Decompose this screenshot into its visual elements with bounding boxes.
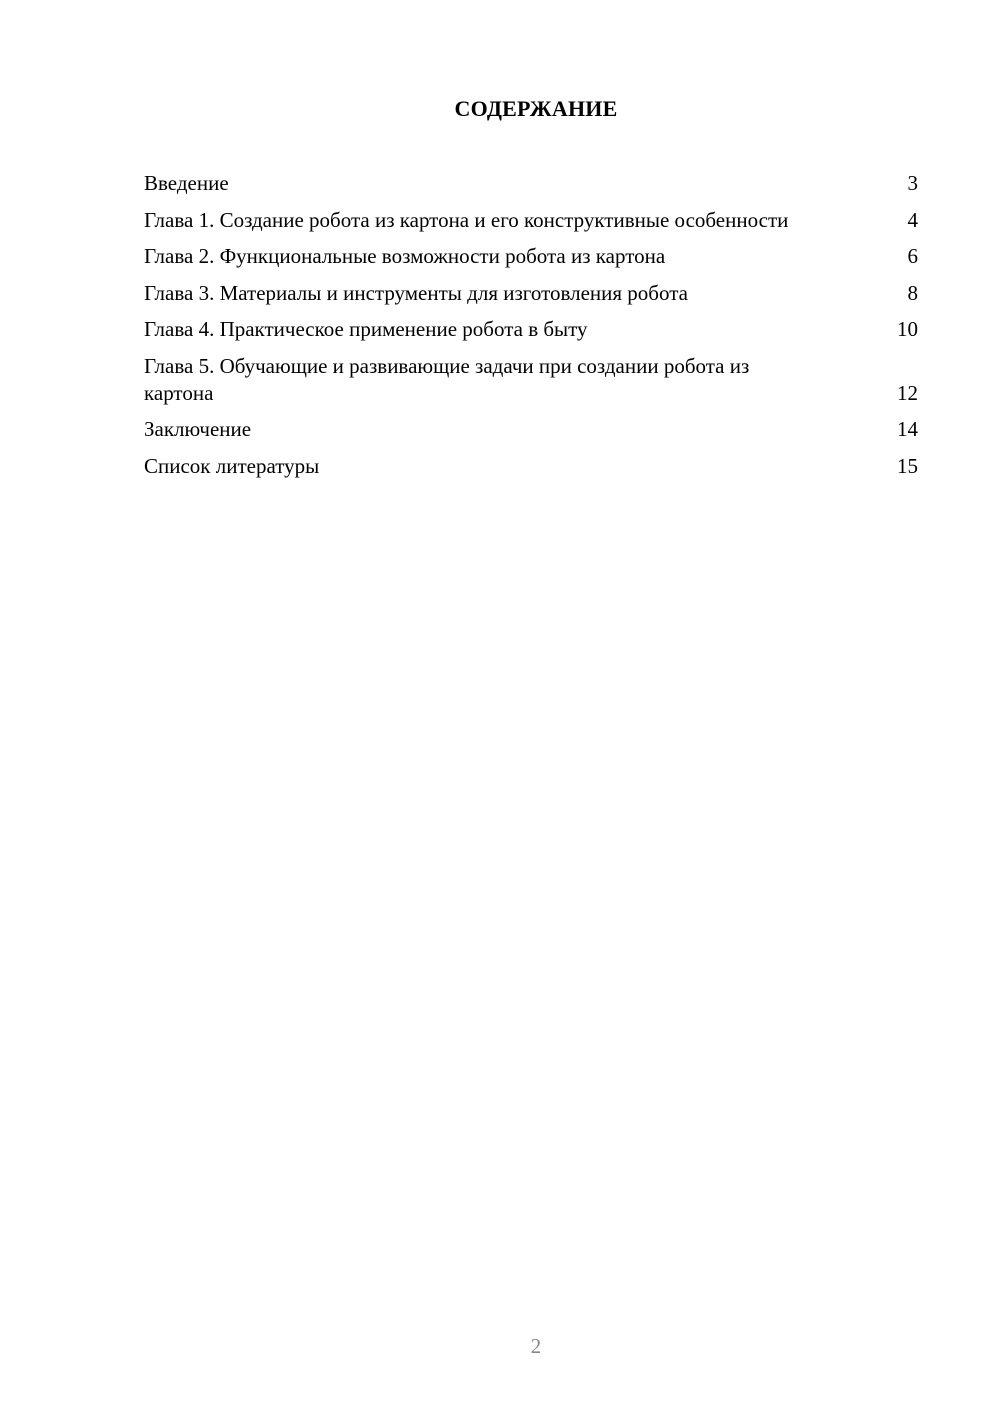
toc-entry-conclusion[interactable] <box>144 416 918 443</box>
toc-entry-title: Глава 2. Функциональные возможности робота из картона <box>144 244 666 268</box>
toc-entry-chapter-4[interactable] <box>144 316 918 343</box>
toc-entry-page: 3 <box>907 171 918 195</box>
toc-entry-title: Глава 3. Материалы и инструменты для изготовления робота <box>144 280 688 305</box>
page-title: СОДЕРЖАНИЕ <box>454 96 618 121</box>
toc-entry-title: Глава 4. Практическое применение робота в быту <box>144 317 588 341</box>
toc-entry-title: Введение <box>144 171 229 195</box>
toc-entry-page: 6 <box>907 244 918 268</box>
toc-entry-introduction[interactable] <box>144 170 918 197</box>
toc-entry-title: Список литературы <box>144 453 320 478</box>
toc-entry-page: 8 <box>907 280 918 305</box>
toc-entry-page: 14 <box>897 417 918 441</box>
toc-entry-chapter-2[interactable] <box>144 243 918 270</box>
toc-entry-page: 15 <box>897 453 918 478</box>
toc-entry-title: Глава 5. Обучающие и развивающие задачи при создании робота из картона <box>144 353 750 405</box>
toc-entry-chapter-1[interactable] <box>144 207 918 234</box>
page-number: 2 <box>530 1334 542 1358</box>
toc-entry-chapter-3[interactable] <box>144 280 918 307</box>
toc-entry-chapter-5[interactable] <box>144 353 918 407</box>
toc-entry-page: 10 <box>897 317 918 341</box>
toc-entry-title: Заключение <box>144 417 252 441</box>
toc-entry-page: 4 <box>907 207 918 232</box>
toc-entry-page: 12 <box>897 380 918 405</box>
toc-entry-bibliography[interactable] <box>144 453 918 480</box>
table-of-contents <box>144 170 918 489</box>
toc-entry-title: Глава 1. Создание робота из картона и его конструктивные особенности <box>144 207 789 232</box>
